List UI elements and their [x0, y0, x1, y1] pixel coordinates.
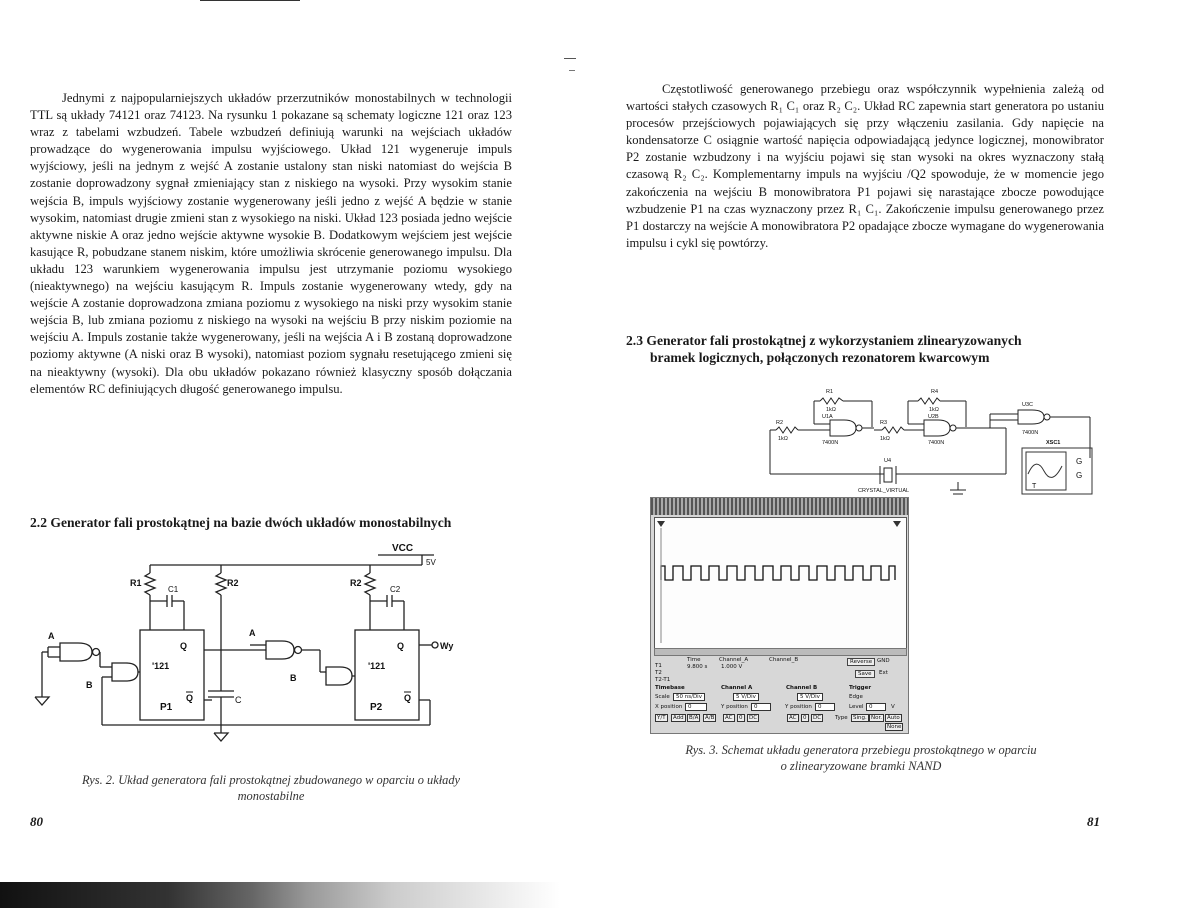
- right-figure-caption-line1: Rys. 3. Schemat układu generatora przebiegu prostokątnego w oparciu: [685, 743, 1037, 757]
- u2b-label: U2B: [928, 414, 939, 420]
- r2-right-page-value: 1kΩ: [778, 436, 788, 442]
- right-section-heading-line2: bramek logicznych, połączonych rezonatorem kwarcowym: [650, 350, 990, 365]
- r4-value: 1kΩ: [929, 407, 939, 413]
- p2-qbar-label: Q: [404, 693, 412, 703]
- channel-a-y-position-input[interactable]: 0: [751, 703, 771, 711]
- yt-button[interactable]: Y/T: [657, 715, 666, 721]
- input-a1-label: A: [48, 631, 55, 641]
- p1-chip-label: '121: [152, 661, 170, 671]
- channel-b-ac-button[interactable]: AC: [789, 715, 797, 721]
- trigger-none-button[interactable]: None: [887, 724, 902, 730]
- col-channel-b: Channel_B: [769, 657, 799, 663]
- c2-label: C2: [390, 585, 401, 594]
- trigger-level-input[interactable]: 0: [866, 703, 886, 711]
- r4-label: R4: [931, 389, 939, 395]
- u2b-type: 7400N: [928, 440, 945, 446]
- output-wy-label: Wy: [440, 641, 454, 651]
- r2-right-page-label: R2: [776, 420, 784, 426]
- col-time: Time: [687, 657, 701, 663]
- trigger-auto-button[interactable]: Auto: [887, 715, 900, 721]
- oscilloscope-window: [650, 497, 909, 734]
- xsc1-label: XSC1: [1046, 440, 1061, 446]
- input-b2-label: B: [290, 673, 297, 683]
- ba-button[interactable]: B/A: [689, 715, 699, 721]
- x-position-label: X position: [655, 704, 683, 710]
- timebase-group-label: Timebase: [655, 685, 685, 691]
- p1-qbar-label: Q: [186, 693, 194, 703]
- left-page-number: 80: [30, 814, 43, 829]
- row-t2: T2: [655, 670, 662, 676]
- trigger-edge-label: Edge: [849, 694, 863, 700]
- left-figure-caption-line2: monostabilne: [237, 789, 305, 803]
- left-schematic-figure: [30, 535, 510, 760]
- channel-a-zero-button[interactable]: 0: [739, 715, 743, 721]
- r1-label: R1: [130, 578, 142, 588]
- left-figure-caption-line1: Rys. 2. Układ generatora fali prostokątnej zbudowanego w oparciu o układy: [81, 773, 461, 787]
- u3c-label: U3C: [1022, 402, 1034, 408]
- left-top-rule: [200, 0, 300, 1]
- r3-label: R3: [880, 420, 888, 426]
- channel-a-group-label: Channel A: [721, 685, 753, 691]
- u3c-type: 7400N: [1022, 430, 1039, 436]
- channel-b-y-position-input[interactable]: 0: [815, 703, 835, 711]
- trigger-level-label: Level: [849, 704, 864, 710]
- p2-chip-label: '121: [368, 661, 386, 671]
- timebase-scale-label: Scale: [655, 694, 670, 700]
- p1-label: P1: [160, 702, 173, 713]
- channel-a-scale-input[interactable]: 5 V/Div: [733, 693, 759, 701]
- row-t1: T1: [655, 663, 662, 669]
- col-channel-a: Channel_A: [719, 657, 749, 663]
- u1a-type: 7400N: [822, 440, 839, 446]
- oscilloscope-title-bar: [651, 498, 908, 515]
- p1-q-label: Q: [180, 641, 188, 651]
- gutter-mark-top: [564, 58, 576, 59]
- c1-label: C1: [168, 585, 179, 594]
- gnd-button[interactable]: GND: [877, 658, 890, 664]
- vcc-label: VCC: [392, 543, 414, 554]
- r2-right-label: R2: [350, 578, 362, 588]
- left-section-heading: 2.2 Generator fali prostokątnej na bazie dwóch układów monostabilnych: [30, 515, 452, 530]
- ab-button[interactable]: A/B: [705, 715, 715, 721]
- right-page-number: 81: [1087, 814, 1100, 829]
- oscilloscope-screen: [654, 517, 907, 649]
- input-b1-label: B: [86, 680, 93, 690]
- r2-middle-label: R2: [227, 578, 239, 588]
- t1-channel-a-value: 1.000 V: [721, 664, 743, 670]
- r1-right-value: 1kΩ: [826, 407, 836, 413]
- p2-label: P2: [370, 702, 383, 713]
- channel-b-zero-button[interactable]: 0: [803, 715, 807, 721]
- save-button[interactable]: Save: [855, 670, 875, 678]
- right-schematic-figure: [760, 378, 1120, 498]
- u4-label: U4: [884, 458, 892, 464]
- reverse-button[interactable]: Reverse: [847, 658, 875, 666]
- channel-a-ac-button[interactable]: AC: [725, 715, 733, 721]
- right-paragraph: Częstotliwość generowanego przebiegu oraz współczynnik wypełnienia zależą od wartości stałych czasowych R₁ C₁ oraz R₂ C₂. Układ RC zapewnia start generatora po ustaniu procesów przejściowych pojawiających się przy włączeniu zasilania. Gdy napięcie na kondensatorze C osiągnie wartość napięcia odpowiadającą jedynce logicznej, monowibrator P2 zostanie wzbudzony i na wyjściu pojawi się stan wysoki na okres wyznaczony stałą czasową R₂ C₂. Komplementarny impuls na wyjściu /Q2 spowoduje, że w momencie jego zakończenia na wejściu B monowibratora P1 pojawi się narastające zbocze powodujące wzbudzenie P1 na czas wyznaczony przez R₁ C₁. Zakończenie impulsu generowanego przez P1 dostarczy na wejście A monowibratora P2 opadające zbocze wymagane do wygenerowania impulsu i cykl się powtórzy.: [626, 82, 1104, 250]
- channel-b-scale-input[interactable]: 5 V/Div: [797, 693, 823, 701]
- input-a2-label: A: [249, 628, 256, 638]
- channel-b-group-label: Channel B: [786, 685, 818, 691]
- left-intro-paragraph: Jednymi z najpopularniejszych układów przerzutników monostabilnych w technologii TTL są układy 74121 oraz 74123. Na rysunku 1 pokazane są schematy logiczne 121 oraz 123 wraz z tabelami wzbudzeń. Tabele wzbudzeń definiują warunki na wejściach układów prowadzące do wygenerowania impulsu wyjściowego. Układ 121 wygeneruje impuls wyjściowy, jeśli na jednym z wejść A zostanie ustalony stan niski natomiast do wejścia B zostanie doprowadzony sygnał zmieniający stan z niskiego na wysoki. Przy wysokim stanie wejścia B, impuls wyjściowy zostanie wygenerowany jeśli jedno z wejść A będzie w stanie wysokim, natomiast drugie zmieni stan z wysokiego na niski. Układ 123 posiada jedno wejście aktywne niskie A oraz jedno wejście aktywne wysokie B. Dodatkowym wejściem jest wejście kasujące R, pobudzane stanem niskim, które umożliwia skrócenie generowanego impulsu. Dla układu 123 warunkiem wygenerowania impulsu jest utrzymanie poziomu wysokiego (nieaktywnego) na wejściu kasującym R. Impuls zostanie wygenerowany wtedy, gdy na wejście A zostanie doprowadzona zmiana poziomu z wysokiego na niski przy wysokim stanie wejścia B, lub zmiana poziomu z niskiego na wysoki na wejściu B przy niskim poziomie na wejściu A. Impuls zostanie także wygenerowany, jeśli na wejścia A i B zostaną doprowadzone poziomy aktywne (A niski oraz B wysoki), natomiast poziom sygnału resetującego zmieni się na nieaktywny (wysoki). Dla obu układów pokazano również klasyczny sposób dołączania elementów RC definiujących długość generowanego impulsu.: [30, 91, 512, 396]
- square-wave-trace: [661, 566, 895, 580]
- trigger-single-button[interactable]: Sing.: [853, 715, 867, 721]
- add-button[interactable]: Add: [673, 715, 684, 721]
- ext-trigger-button[interactable]: Ext: [879, 670, 888, 676]
- u1a-label: U1A: [822, 414, 833, 420]
- x-position-input[interactable]: 0: [685, 703, 707, 711]
- right-figure-caption-line2: o zlinearyzowane bramki NAND: [780, 759, 942, 773]
- cap-c-label: C: [235, 695, 242, 705]
- scan-band-bottom: [0, 882, 560, 908]
- trigger-normal-button[interactable]: Nor.: [871, 715, 882, 721]
- timebase-scale-input[interactable]: 50 ns/Div: [673, 693, 705, 701]
- channel-b-dc-button[interactable]: DC: [813, 715, 822, 721]
- channel-b-y-position-label: Y position: [785, 704, 812, 710]
- right-section-heading-line1: 2.3 Generator fali prostokątnej z wykorzystaniem zlinearyzowanych: [626, 333, 1022, 348]
- trigger-level-unit: V: [891, 704, 895, 710]
- scope-g2-label: G: [1076, 471, 1083, 480]
- scope-t-label: T: [1032, 483, 1037, 490]
- p2-q-label: Q: [397, 641, 405, 651]
- gutter-mark-bottom: [569, 70, 575, 71]
- r1-right-label: R1: [826, 389, 834, 395]
- crystal-label: CRYSTAL_VIRTUAL: [858, 488, 910, 494]
- trigger-group-label: Trigger: [849, 685, 872, 691]
- scope-g1-label: G: [1076, 457, 1083, 466]
- t1-time-value: 9.800 s: [687, 664, 708, 670]
- r3-value: 1kΩ: [880, 436, 890, 442]
- channel-a-dc-button[interactable]: DC: [749, 715, 758, 721]
- row-t2-t1: T2-T1: [655, 677, 671, 683]
- trigger-type-label: Type: [835, 715, 848, 721]
- vcc-value-label: 5V: [426, 558, 436, 567]
- oscilloscope-scroll-bar[interactable]: [654, 648, 907, 656]
- channel-a-y-position-label: Y position: [721, 704, 748, 710]
